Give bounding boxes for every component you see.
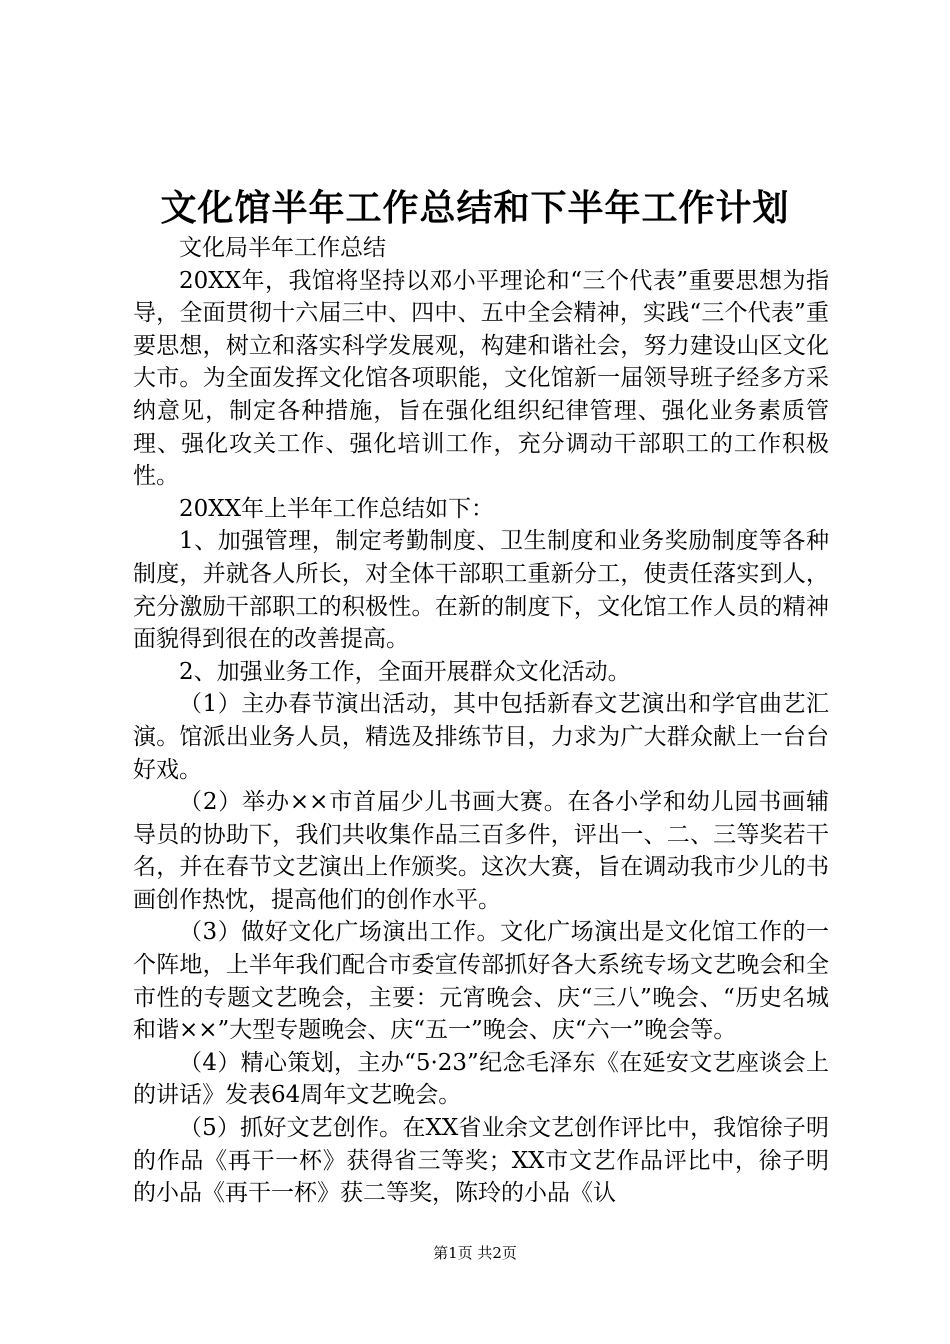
document-body: [133, 232, 829, 1210]
page-footer: [0, 1243, 950, 1263]
paragraph-item-1: 1、加强管理，制定考勤制度、卫生制度和业务奖励制度等各种制度，并就各人所长，对全体干部职工重新分工，使责任落实到人，充分激励干部职工的积极性。在新的制度下，文化馆工作人员的精神面貌得到很在的改善提高。: [133, 528, 829, 653]
paragraph-item-2: 2、加强业务工作，全面开展群众文化活动。: [179, 658, 631, 685]
paragraph-summary-heading: 20XX年上半年工作总结如下：: [179, 495, 495, 522]
paragraph-subitem-3: （3）做好文化广场演出工作。文化广场演出是文化馆工作的一个阵地，上半年我们配合市委宣传部抓好各大系统专场文艺晚会和全市性的专题文艺晚会，主要：元宵晚会、庆“三八”晚会、“历史名城和谐××”大型专题晚会、庆“五一”晚会、庆“六一”晚会等。: [133, 919, 829, 1044]
paragraph-subitem-4: （4）精心策划，主办“5·23”纪念毛泽东《在延安文艺座谈会上的讲话》发表64周年文艺晚会。: [133, 1049, 829, 1109]
paragraph-subtitle: 文化局半年工作总结: [179, 235, 386, 261]
document-title: 文化馆半年工作总结和下半年工作计划: [160, 188, 790, 229]
page-number: 第1页: [433, 1244, 473, 1262]
paragraph-intro: 20XX年，我馆将坚持以邓小平理论和“三个代表”重要思想为指导，全面贯彻十六届三中、四中、五中全会精神，实践“三个代表”重要思想，树立和落实科学发展观，构建和谐社会，努力建设山区文化大市。为全面发挥文化馆各项职能，文化馆新一届领导班子经多方采纳意见，制定各种措施，旨在强化组织纪律管理、强化业务素质管理、强化攻关工作、强化培训工作，充分调动干部职工的工作积极性。: [133, 267, 829, 490]
page-total: 共2页: [477, 1244, 517, 1262]
paragraph-subitem-1: （1）主办春节演出活动，其中包括新春文艺演出和学官曲艺汇演。馆派出业务人员，精选及排练节目，力求为广大群众献上一台台好戏。: [133, 691, 829, 783]
paragraph-subitem-2: （2）举办××市首届少儿书画大赛。在各小学和幼儿园书画辅导员的协助下，我们共收集作品三百多件，评出一、二、三等奖若干名，并在春节文艺演出上作颁奖。这次大赛，旨在调动我市少儿的书画创作热忱，提高他们的创作水平。: [133, 789, 829, 913]
paragraph-subitem-5: （5）抓好文艺创作。在XX省业余文艺创作评比中，我馆徐子明的作品《再干一杯》获得省三等奖；XX市文艺作品评比中，徐子明的小品《再干一杯》获二等奖，陈玲的小品《认: [133, 1115, 829, 1207]
